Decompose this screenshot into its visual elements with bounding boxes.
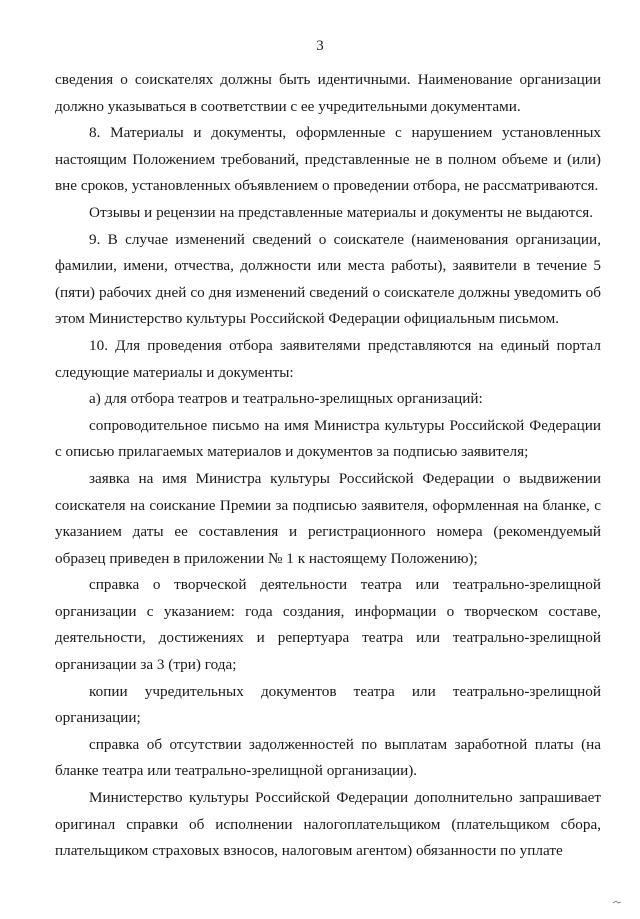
list-item-activity-certificate: справка о творческой деятельности театра или театрально-зрелищной организации с указанием: года создания, информации о творческом составе, деятельности, достижениях и репертуара театра или театрально-зрелищной организации за 3 (три) года; (55, 576, 601, 674)
document-body (55, 67, 601, 865)
scan-mark-icon (612, 899, 622, 905)
paragraph-ministry-request: Министерство культуры Российской Федерации дополнительно запрашивает оригинал справки об исполнении налогоплательщиком (плательщиком сбора, плательщиком страховых взносов, налоговым агентом) обязанности по уплате (55, 789, 601, 860)
paragraph-item-8: 8. Материалы и документы, оформленные с нарушением установленных настоящим Положением требований, представленные не в полном объеме и (или) вне сроков, установленных объявлением о проведении отбора, не рассматриваются. (55, 124, 601, 195)
list-item-founding-documents: копии учредительных документов театра или театрально-зрелищной организации; (55, 682, 601, 727)
paragraph-subitem-a: а) для отбора театров и театрально-зрелищных организаций: (89, 390, 483, 408)
paragraph-item-10: 10. Для проведения отбора заявителями представляются на единый портал следующие материалы и документы: (55, 336, 601, 381)
paragraph-reviews: Отзывы и рецензии на представленные материалы и документы не выдаются. (89, 203, 594, 221)
list-item-cover-letter: сопроводительное письмо на имя Министра культуры Российской Федерации с описью прилагаемых материалов и документов за подписью заявителя; (55, 416, 601, 461)
list-item-application: заявка на имя Министра культуры Российской Федерации о выдвижении соискателя на соискание Премии за подписью заявителя, оформленная на бланке, с указанием даты ее составления и регистрационного номера (рекомендуемый образец приведен в приложении № 1 к настоящему Положению); (55, 469, 601, 567)
list-item-no-debts-certificate: справка об отсутствии задолженностей по выплатам заработной платы (на бланке театра или театрально-зрелищной организации). (55, 735, 601, 780)
page-number: 3 (316, 38, 324, 54)
paragraph-item-9: 9. В случае изменений сведений о соискателе (наименования организации, фамилии, имени, отчества, должности или места работы), заявители в течение 5 (пяти) рабочих дней со дня изменений сведений о соискателе должны уведомить об этом Министерство культуры Российской Федерации официальным письмом. (55, 230, 601, 328)
paragraph-continuation: сведения о соискателях должны быть идентичными. Наименование организации должно указываться в соответствии с ее учредительными документами. (55, 71, 601, 115)
